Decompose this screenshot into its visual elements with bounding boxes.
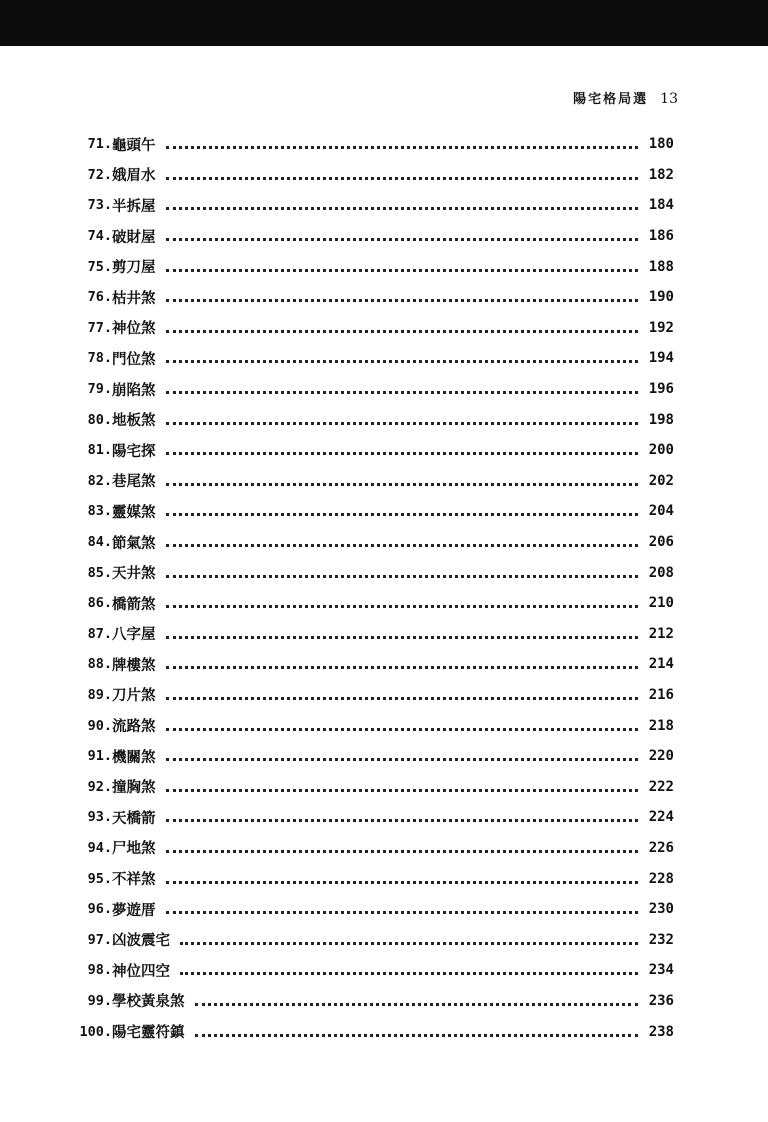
toc-entry-number: 95. bbox=[87, 870, 112, 887]
dot-leader bbox=[180, 941, 638, 945]
toc-entry bbox=[78, 251, 674, 282]
toc-entry-number: 85. bbox=[87, 564, 112, 581]
table-of-contents bbox=[78, 129, 674, 1047]
toc-entry bbox=[78, 435, 674, 466]
toc-entry-number: 92. bbox=[87, 778, 112, 795]
toc-entry bbox=[78, 557, 674, 588]
toc-entry-page: 194 bbox=[648, 350, 674, 367]
running-head bbox=[573, 88, 678, 107]
dot-leader bbox=[166, 329, 639, 333]
dot-leader bbox=[166, 880, 639, 884]
toc-entry-title: 刀片煞 bbox=[112, 687, 156, 705]
toc-entry bbox=[78, 741, 674, 772]
toc-entry-page: 218 bbox=[648, 717, 674, 734]
toc-entry bbox=[78, 160, 674, 191]
toc-entry-title: 節氣煞 bbox=[112, 534, 156, 552]
toc-entry bbox=[78, 619, 674, 650]
toc-entry-number: 80. bbox=[87, 411, 112, 428]
toc-entry-page: 200 bbox=[648, 442, 674, 459]
toc-entry bbox=[78, 313, 674, 344]
toc-entry-title: 門位煞 bbox=[112, 350, 156, 368]
toc-entry-number: 97. bbox=[87, 931, 112, 948]
toc-entry-number: 72. bbox=[87, 166, 112, 183]
dot-leader bbox=[166, 849, 639, 853]
toc-entry-number: 84. bbox=[87, 534, 112, 551]
toc-entry-page: 230 bbox=[648, 901, 674, 918]
page-number: 13 bbox=[660, 91, 678, 107]
scan-top-border bbox=[0, 0, 768, 46]
toc-entry-page: 236 bbox=[648, 992, 674, 1009]
toc-entry bbox=[78, 588, 674, 619]
toc-entry-page: 180 bbox=[648, 136, 674, 153]
toc-entry-number: 77. bbox=[87, 319, 112, 336]
toc-entry-title: 尸地煞 bbox=[112, 840, 156, 858]
toc-entry-title: 枯井煞 bbox=[112, 289, 156, 307]
toc-entry-title: 夢遊厝 bbox=[112, 901, 156, 919]
dot-leader bbox=[166, 574, 639, 578]
toc-entry-title: 學校黃泉煞 bbox=[112, 993, 185, 1011]
toc-entry-number: 83. bbox=[87, 503, 112, 520]
toc-entry-page: 188 bbox=[648, 258, 674, 275]
book-title: 陽宅格局選 bbox=[573, 92, 649, 107]
toc-entry-page: 238 bbox=[648, 1023, 674, 1040]
toc-entry bbox=[78, 466, 674, 497]
toc-entry-title: 不祥煞 bbox=[112, 871, 156, 889]
toc-entry-number: 100. bbox=[79, 1023, 112, 1040]
toc-entry-page: 228 bbox=[648, 870, 674, 887]
dot-leader bbox=[166, 665, 639, 669]
dot-leader bbox=[166, 635, 639, 639]
toc-entry-title: 橋箭煞 bbox=[112, 595, 156, 613]
toc-entry-number: 90. bbox=[87, 717, 112, 734]
toc-entry-number: 78. bbox=[87, 350, 112, 367]
toc-entry-page: 210 bbox=[648, 595, 674, 612]
dot-leader bbox=[166, 268, 639, 272]
toc-entry-title: 天橋箭 bbox=[112, 809, 156, 827]
toc-entry-number: 93. bbox=[87, 809, 112, 826]
toc-entry-page: 214 bbox=[648, 656, 674, 673]
dot-leader bbox=[195, 1002, 639, 1006]
dot-leader bbox=[166, 359, 639, 363]
dot-leader bbox=[166, 421, 639, 425]
toc-entry-number: 79. bbox=[87, 381, 112, 398]
toc-entry-number: 81. bbox=[87, 442, 112, 459]
toc-entry-title: 地板煞 bbox=[112, 412, 156, 430]
toc-entry-title: 撞胸煞 bbox=[112, 779, 156, 797]
toc-entry-number: 71. bbox=[87, 136, 112, 153]
dot-leader bbox=[195, 1033, 639, 1037]
toc-entry-title: 剪刀屋 bbox=[112, 259, 156, 277]
toc-entry-title: 娥眉水 bbox=[112, 167, 156, 185]
toc-entry-title: 神位四空 bbox=[112, 962, 170, 980]
toc-entry bbox=[78, 680, 674, 711]
toc-entry bbox=[78, 710, 674, 741]
toc-entry bbox=[78, 802, 674, 833]
toc-entry-page: 186 bbox=[648, 228, 674, 245]
dot-leader bbox=[166, 696, 639, 700]
dot-leader bbox=[166, 604, 639, 608]
toc-entry-title: 流路煞 bbox=[112, 718, 156, 736]
dot-leader bbox=[166, 176, 639, 180]
toc-entry bbox=[78, 1016, 674, 1047]
toc-entry-number: 86. bbox=[87, 595, 112, 612]
toc-entry-title: 半拆屋 bbox=[112, 197, 156, 215]
toc-entry-number: 88. bbox=[87, 656, 112, 673]
dot-leader bbox=[166, 298, 639, 302]
dot-leader bbox=[166, 788, 639, 792]
toc-entry-number: 82. bbox=[87, 472, 112, 489]
toc-entry-title: 龜頭午 bbox=[112, 136, 156, 154]
toc-entry bbox=[78, 527, 674, 558]
toc-entry-page: 234 bbox=[648, 962, 674, 979]
dot-leader bbox=[166, 757, 639, 761]
toc-entry bbox=[78, 221, 674, 252]
toc-entry bbox=[78, 282, 674, 313]
toc-entry-page: 204 bbox=[648, 503, 674, 520]
toc-entry bbox=[78, 374, 674, 405]
dot-leader bbox=[166, 237, 639, 241]
toc-entry-page: 202 bbox=[648, 472, 674, 489]
toc-entry bbox=[78, 343, 674, 374]
toc-entry-number: 73. bbox=[87, 197, 112, 214]
toc-entry-page: 224 bbox=[648, 809, 674, 826]
toc-entry-page: 226 bbox=[648, 839, 674, 856]
dot-leader bbox=[166, 451, 639, 455]
toc-entry-title: 陽宅探 bbox=[112, 442, 156, 460]
toc-entry-page: 184 bbox=[648, 197, 674, 214]
dot-leader bbox=[166, 206, 639, 210]
dot-leader bbox=[166, 818, 639, 822]
dot-leader bbox=[166, 482, 639, 486]
toc-entry-title: 靈媒煞 bbox=[112, 503, 156, 521]
toc-entry-title: 機關煞 bbox=[112, 748, 156, 766]
toc-entry-title: 天井煞 bbox=[112, 565, 156, 583]
toc-entry-number: 76. bbox=[87, 289, 112, 306]
toc-entry-page: 190 bbox=[648, 289, 674, 306]
dot-leader bbox=[180, 971, 638, 975]
dot-leader bbox=[166, 727, 639, 731]
dot-leader bbox=[166, 910, 639, 914]
toc-entry-title: 崩陷煞 bbox=[112, 381, 156, 399]
toc-entry-page: 216 bbox=[648, 686, 674, 703]
toc-entry bbox=[78, 863, 674, 894]
toc-entry-number: 91. bbox=[87, 748, 112, 765]
toc-entry-number: 98. bbox=[87, 962, 112, 979]
toc-entry-page: 222 bbox=[648, 778, 674, 795]
toc-entry bbox=[78, 649, 674, 680]
dot-leader bbox=[166, 512, 639, 516]
toc-entry bbox=[78, 924, 674, 955]
toc-entry-title: 陽宅靈符鎮 bbox=[112, 1024, 185, 1042]
toc-entry-page: 192 bbox=[648, 319, 674, 336]
toc-entry bbox=[78, 833, 674, 864]
toc-entry bbox=[78, 771, 674, 802]
toc-entry-number: 94. bbox=[87, 839, 112, 856]
toc-entry-page: 182 bbox=[648, 166, 674, 183]
dot-leader bbox=[166, 390, 639, 394]
toc-entry-page: 206 bbox=[648, 534, 674, 551]
toc-entry-title: 凶波震宅 bbox=[112, 932, 170, 950]
toc-entry bbox=[78, 404, 674, 435]
toc-entry-number: 89. bbox=[87, 686, 112, 703]
toc-entry-number: 87. bbox=[87, 625, 112, 642]
toc-entry-page: 208 bbox=[648, 564, 674, 581]
toc-entry bbox=[78, 129, 674, 160]
toc-entry-page: 196 bbox=[648, 381, 674, 398]
toc-entry-page: 212 bbox=[648, 625, 674, 642]
dot-leader bbox=[166, 145, 639, 149]
toc-entry-number: 74. bbox=[87, 228, 112, 245]
toc-entry-number: 99. bbox=[87, 992, 112, 1009]
toc-entry-page: 220 bbox=[648, 748, 674, 765]
toc-entry bbox=[78, 986, 674, 1017]
toc-entry-page: 198 bbox=[648, 411, 674, 428]
toc-entry bbox=[78, 894, 674, 925]
toc-entry-title: 破財屋 bbox=[112, 228, 156, 246]
toc-entry-number: 75. bbox=[87, 258, 112, 275]
toc-entry bbox=[78, 190, 674, 221]
toc-entry-page: 232 bbox=[648, 931, 674, 948]
dot-leader bbox=[166, 543, 639, 547]
toc-entry bbox=[78, 496, 674, 527]
toc-entry-title: 神位煞 bbox=[112, 320, 156, 338]
toc-entry-title: 巷尾煞 bbox=[112, 473, 156, 491]
toc-entry-number: 96. bbox=[87, 901, 112, 918]
toc-entry-title: 八字屋 bbox=[112, 626, 156, 644]
toc-entry-title: 牌樓煞 bbox=[112, 656, 156, 674]
toc-entry bbox=[78, 955, 674, 986]
